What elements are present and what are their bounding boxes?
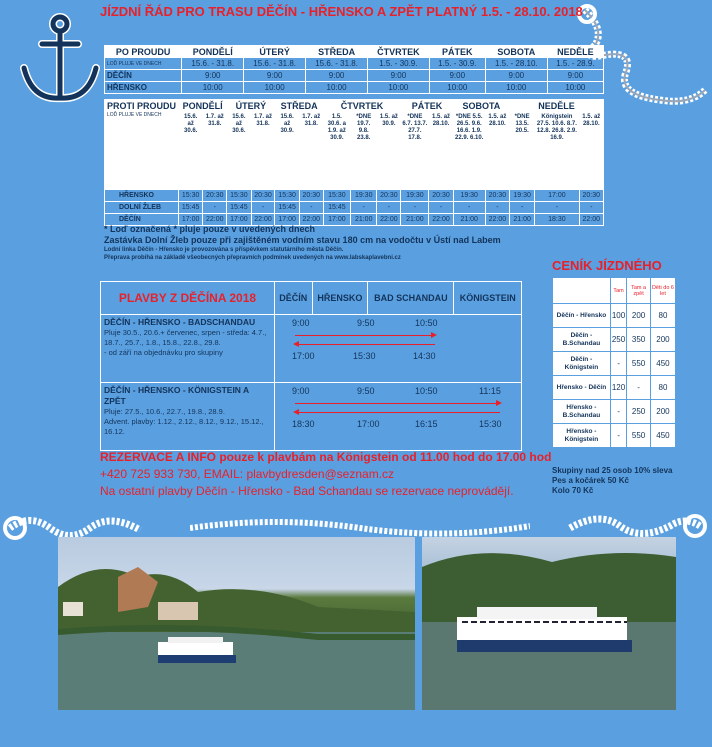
- table-cell: 15.6. - 31.8.: [306, 58, 368, 70]
- date-cell: 1.5. až 28.10.: [579, 112, 603, 190]
- table-cell: -: [377, 202, 401, 214]
- date-cell: Königstein 27.5. 10.6. 8.7. 12.8. 26.8. 2.9. 16.9.: [535, 112, 579, 190]
- reservation-line: REZERVACE A INFO pouze k plavbám na Königstein od 11.00 hod do 17.00 hod: [100, 450, 552, 464]
- route-label: Hřensko - Děčín: [553, 376, 611, 400]
- route-name: DĚČÍN - HŘENSKO - BADSCHANDAU: [104, 317, 256, 327]
- reservation-info: [100, 449, 551, 500]
- column-header: Tam a zpět: [627, 278, 651, 304]
- column-header: [553, 278, 611, 304]
- time-back: 17:00: [357, 419, 380, 429]
- date-cell: 1.5. až 28.10.: [485, 112, 509, 190]
- table-cell: -: [299, 202, 323, 214]
- table-cell: 17:00: [323, 214, 350, 226]
- rope-icon: [190, 512, 530, 540]
- table-cell: 22:00: [377, 214, 401, 226]
- price-cell: 250: [610, 328, 626, 352]
- downstream-timetable: [104, 45, 604, 94]
- table-header-row: [105, 100, 604, 112]
- route-times: [275, 315, 522, 383]
- table-cell: 1.5. - 30.9.: [429, 58, 485, 70]
- price-cell: 80: [650, 376, 675, 400]
- table-row: [105, 82, 604, 94]
- column-header: PO PROUDU: [105, 46, 182, 58]
- column-header: NEDĚLE: [510, 100, 604, 112]
- route-label: Hřensko - B.Schandau: [553, 400, 611, 424]
- column-header: PONDĚLÍ: [179, 100, 227, 112]
- time-back: 17:00: [292, 351, 315, 361]
- table-cell: 21:00: [453, 214, 485, 226]
- photo-river-boat-right: [422, 537, 676, 710]
- date-cell: *DNE 19.7. 9.8. 23.8.: [351, 112, 377, 190]
- price-note: Skupiny nad 25 osob 10% sleva: [552, 466, 673, 475]
- note-line: * Loď označená * pluje pouze v uvedených dnech: [104, 224, 316, 234]
- table-cell: -: [510, 202, 535, 214]
- table-cell: 17:00: [227, 214, 251, 226]
- date-cell: 1.5. až 30.9.: [377, 112, 401, 190]
- table-cell: 17:00: [179, 214, 203, 226]
- column-header: PROTI PROUDU: [105, 100, 179, 112]
- date-cell: 1.5. 30.6. a 1.9. až 30.9.: [323, 112, 350, 190]
- time-out: 9:00: [292, 386, 310, 396]
- price-cell: 200: [650, 328, 675, 352]
- table-cell: 15:30: [179, 190, 203, 202]
- table-cell: 9:00: [244, 70, 306, 82]
- table-cell: 20:30: [251, 190, 275, 202]
- table-cell: 20:30: [579, 190, 603, 202]
- time-back: 15:30: [353, 351, 376, 361]
- price-cell: 350: [627, 328, 651, 352]
- date-cell: 1.7. až 31.8.: [203, 112, 227, 190]
- table-cell: 9:00: [306, 70, 368, 82]
- table-cell: 9:00: [182, 70, 244, 82]
- table-cell: -: [453, 202, 485, 214]
- table-cell: 10:00: [182, 82, 244, 94]
- time-out: 9:00: [292, 318, 310, 328]
- table-row: [101, 383, 522, 451]
- table-cell: 22:00: [251, 214, 275, 226]
- table-cell: 22:00: [203, 214, 227, 226]
- reservation-contact[interactable]: +420 725 933 730, EMAIL: plavbydresden@seznam.cz: [100, 467, 395, 481]
- stop-label: DĚČÍN: [105, 214, 179, 226]
- table-cell: 20:30: [377, 190, 401, 202]
- table-cell: 20:30: [429, 190, 453, 202]
- column-header: PONDĚLÍ: [182, 46, 244, 58]
- column-header: Tam: [610, 278, 626, 304]
- column-header: STŘEDA: [306, 46, 368, 58]
- route-description: [101, 383, 275, 451]
- table-cell: 15.6. - 31.8.: [244, 58, 306, 70]
- route-description: [101, 315, 275, 383]
- table-cell: 15:45: [323, 202, 350, 214]
- time-out: 9:50: [357, 318, 375, 328]
- table-cell: -: [351, 202, 377, 214]
- cruises-title: PLAVBY Z DĚČÍNA 2018: [101, 282, 275, 315]
- table-cell: 1.5. - 28.10.: [485, 58, 547, 70]
- column-header: Děti do 6 let: [650, 278, 675, 304]
- table-cell: 9:00: [368, 70, 430, 82]
- table-row: [105, 58, 604, 70]
- table-cell: 21:00: [351, 214, 377, 226]
- table-cell: -: [535, 202, 579, 214]
- column-header: PÁTEK: [429, 46, 485, 58]
- cruises-table: [100, 281, 522, 451]
- price-cell: 200: [627, 304, 651, 328]
- table-header-row: [101, 282, 522, 315]
- stop-label: DOLNÍ ŽLEB: [105, 202, 179, 214]
- route-note: Advent. plavby: 1.12., 2.12., 8.12., 9.12., 15.12., 16.12.: [104, 417, 264, 436]
- date-cell: 15.6. až 30.6.: [179, 112, 203, 190]
- table-cell: 22:00: [299, 214, 323, 226]
- stop-label: DĚČÍN: [105, 70, 182, 82]
- anchor-icon: [12, 10, 102, 110]
- column-header: STŘEDA: [275, 100, 323, 112]
- table-cell: 19:30: [401, 190, 429, 202]
- date-cell: *DNE 6.7. 13.7. 27.7. 17.8.: [401, 112, 429, 190]
- note-label: LOĎ PLUJE VE DNECH: [105, 112, 179, 190]
- column-header: ČTVRTEK: [368, 46, 430, 58]
- table-cell: 15:30: [227, 190, 251, 202]
- table-cell: 10:00: [547, 82, 603, 94]
- stop-label: HŘENSKO: [105, 190, 179, 202]
- table-cell: 22:00: [429, 214, 453, 226]
- table-cell: 1.5. - 30.9.: [368, 58, 430, 70]
- time-back: 15:30: [479, 419, 502, 429]
- arrow-left-icon: [295, 412, 500, 413]
- table-cell: 10:00: [368, 82, 430, 94]
- table-cell: 15:45: [227, 202, 251, 214]
- route-label: Děčín - B.Schandau: [553, 328, 611, 352]
- price-cell: 80: [650, 304, 675, 328]
- price-cell: -: [627, 376, 651, 400]
- price-notes: [552, 466, 673, 496]
- arrow-right-icon: [295, 403, 500, 404]
- table-cell: 10:00: [306, 82, 368, 94]
- table-cell: 22:00: [485, 214, 509, 226]
- price-cell: 200: [650, 400, 675, 424]
- table-cell: 21:00: [510, 214, 535, 226]
- price-note: Kolo 70 Kč: [552, 486, 594, 495]
- column-header: KÖNIGSTEIN: [454, 282, 522, 315]
- table-cell: -: [429, 202, 453, 214]
- table-cell: 19:30: [510, 190, 535, 202]
- route-dates: Pluje: 27.5., 10.6., 22.7., 19.8., 28.9.: [104, 407, 225, 416]
- note-line: Zastávka Dolní Žleb pouze při zajištěném vodním stavu 180 cm na vodočtu v Ústí nad Labem: [104, 235, 501, 245]
- stop-label: HŘENSKO: [105, 82, 182, 94]
- table-header-row: [553, 278, 676, 304]
- table-cell: 19:30: [453, 190, 485, 202]
- table-cell: 10:00: [429, 82, 485, 94]
- time-out: 10:50: [415, 386, 438, 396]
- table-cell: 20:30: [299, 190, 323, 202]
- price-cell: 450: [650, 352, 675, 376]
- table-row: [553, 304, 676, 328]
- price-cell: -: [610, 424, 626, 448]
- time-out: 9:50: [357, 386, 375, 396]
- table-row: [105, 112, 604, 190]
- route-name: DĚČÍN - HŘENSKO - KÖNIGSTEIN A ZPĚT: [104, 385, 249, 406]
- table-cell: -: [485, 202, 509, 214]
- table-cell: -: [251, 202, 275, 214]
- route-label: Děčín - Hřensko: [553, 304, 611, 328]
- table-cell: 9:00: [429, 70, 485, 82]
- table-cell: -: [401, 202, 429, 214]
- table-cell: 9:00: [485, 70, 547, 82]
- table-header-row: [105, 46, 604, 58]
- table-cell: 15:30: [323, 190, 350, 202]
- table-cell: 10:00: [485, 82, 547, 94]
- table-cell: 19:30: [351, 190, 377, 202]
- table-cell: 20:30: [203, 190, 227, 202]
- column-header: ÚTERÝ: [227, 100, 275, 112]
- arrow-right-icon: [295, 335, 435, 336]
- table-cell: 17:00: [535, 190, 579, 202]
- price-cell: -: [610, 352, 626, 376]
- route-label: Děčín - Königstein: [553, 352, 611, 376]
- column-header: ÚTERÝ: [244, 46, 306, 58]
- table-cell: 15:45: [179, 202, 203, 214]
- column-header: NEDĚLE: [547, 46, 603, 58]
- price-table: [552, 277, 676, 448]
- time-back: 16:15: [415, 419, 438, 429]
- column-header: SOBOTA: [485, 46, 547, 58]
- table-cell: 21:00: [401, 214, 429, 226]
- table-row: [101, 315, 522, 383]
- table-cell: 1.5. - 28.9.: [547, 58, 603, 70]
- table-cell: -: [203, 202, 227, 214]
- time-back: 14:30: [413, 351, 436, 361]
- timetable-notes: [104, 224, 584, 262]
- price-cell: -: [610, 400, 626, 424]
- note-line: Přeprava probíhá na základě všeobecných přepravních podmínek uvedených na www.labskaplavebni.cz: [104, 255, 401, 261]
- table-cell: 15:30: [275, 190, 299, 202]
- column-header: HŘENSKO: [312, 282, 368, 315]
- date-cell: 15.6. až 30.6.: [227, 112, 251, 190]
- table-cell: 22:00: [579, 214, 603, 226]
- date-cell: 15.6. až 30.9.: [275, 112, 299, 190]
- table-row: [105, 202, 604, 214]
- table-cell: 10:00: [244, 82, 306, 94]
- date-cell: 1.7. až 31.8.: [299, 112, 323, 190]
- time-out: 11:15: [479, 386, 501, 396]
- table-row: [105, 70, 604, 82]
- table-cell: -: [579, 202, 603, 214]
- column-header: DĚČÍN: [275, 282, 313, 315]
- column-header: PÁTEK: [401, 100, 453, 112]
- price-list-title: CENÍK JÍZDNÉHO: [552, 258, 662, 273]
- table-cell: 17:00: [275, 214, 299, 226]
- arrow-left-icon: [295, 344, 435, 345]
- price-cell: 120: [610, 376, 626, 400]
- table-cell: 15:45: [275, 202, 299, 214]
- price-cell: 550: [627, 352, 651, 376]
- date-cell: *DNE 5.5. 26.5. 9.6. 16.6. 1.9. 22.9. 6.10.: [453, 112, 485, 190]
- column-header: BAD SCHANDAU: [368, 282, 454, 315]
- price-cell: 250: [627, 400, 651, 424]
- price-cell: 100: [610, 304, 626, 328]
- route-label: Hřensko - Königstein: [553, 424, 611, 448]
- table-cell: 9:00: [547, 70, 603, 82]
- table-cell: 15.6. - 31.8.: [182, 58, 244, 70]
- table-row: [553, 352, 676, 376]
- table-cell: 18:30: [535, 214, 579, 226]
- route-dates: Pluje 30.5., 20.6.+ červenec, srpen - středa: 4.7., 18.7., 25.7., 1.8., 15.8., 22.8., 29.8.: [104, 328, 267, 347]
- table-row: [553, 400, 676, 424]
- reservation-line: Na ostatní plavby Děčín - Hřensko - Bad Schandau se rezervace neprovádějí.: [100, 484, 514, 498]
- column-header: SOBOTA: [453, 100, 509, 112]
- table-cell: 20:30: [485, 190, 509, 202]
- price-cell: 450: [650, 424, 675, 448]
- price-cell: 550: [627, 424, 651, 448]
- route-note: - od září na objednávku pro skupiny: [104, 348, 223, 357]
- note-line: Lodní linka Děčín - Hřensko je provozována s příspěvkem statutárního města Děčín.: [104, 247, 344, 253]
- date-cell: 1.7. až 31.8.: [251, 112, 275, 190]
- table-row: [105, 190, 604, 202]
- date-cell: *DNE 13.5. 20.5.: [510, 112, 535, 190]
- price-note: Pes a kočárek 50 Kč: [552, 476, 629, 485]
- note-label: LOĎ PLUJE VE DNECH: [105, 58, 182, 70]
- column-header: ČTVRTEK: [323, 100, 401, 112]
- date-cell: 1.5. až 28.10.: [429, 112, 453, 190]
- upstream-timetable: [104, 99, 604, 226]
- table-row: [553, 424, 676, 448]
- page-title: JÍZDNÍ ŘÁD PRO TRASU DĚČÍN - HŘENSKO A ZPĚT PLATNÝ 1.5. - 28.10. 2018: [100, 4, 583, 19]
- route-times: [275, 383, 522, 451]
- table-row: [553, 328, 676, 352]
- time-back: 18:30: [292, 419, 315, 429]
- time-out: 10:50: [415, 318, 438, 328]
- table-row: [553, 376, 676, 400]
- photo-river-boat-left: [58, 537, 415, 710]
